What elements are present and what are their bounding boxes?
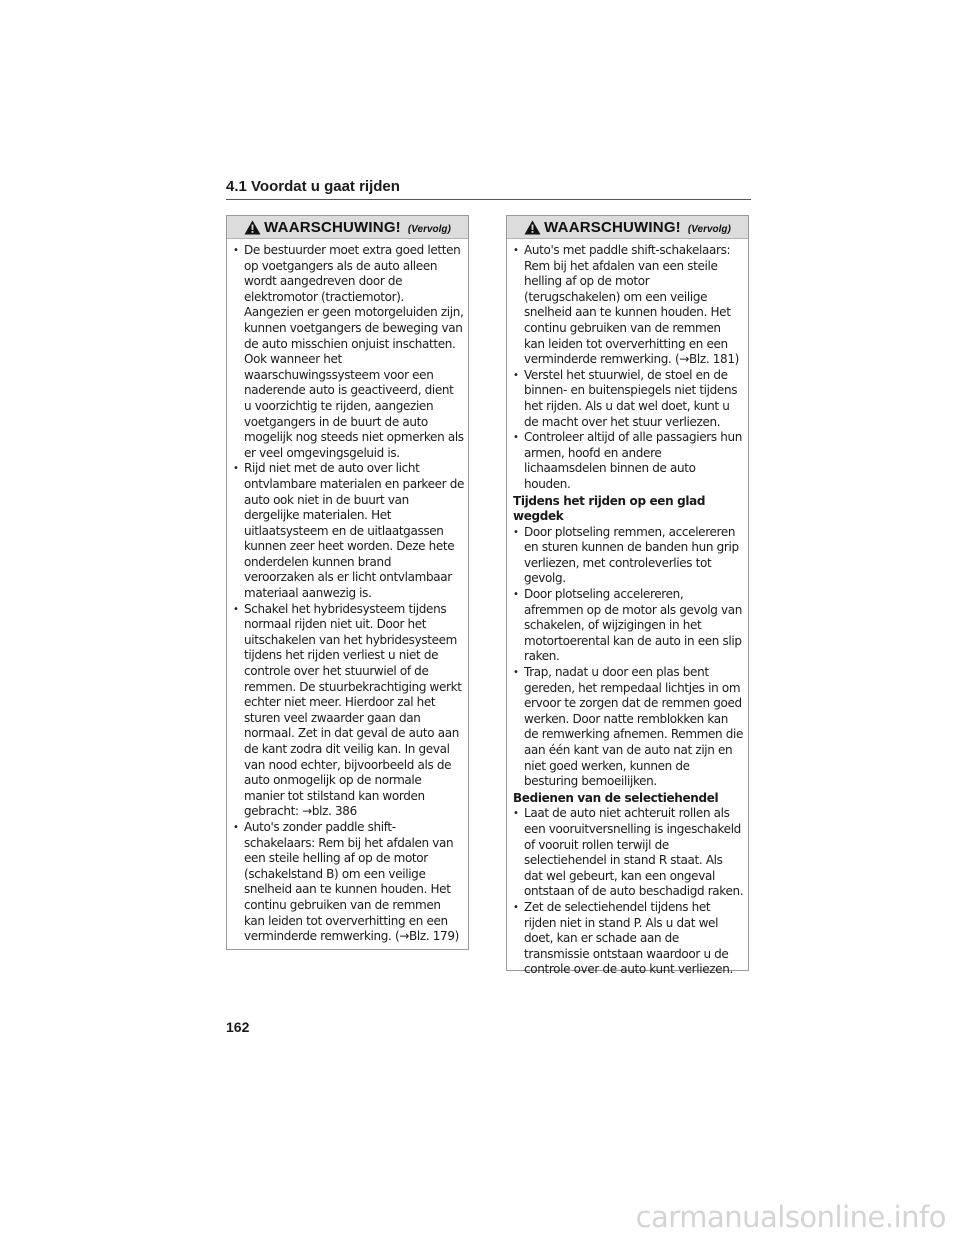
list-item: • De bestuurder moet extra goed letten op voetgangers als de auto alleen wordt aangedreven door de elektromotor (tractiemotor). Aangezien er geen motorgeluiden zijn, kunnen voetgangers de beweging van de auto misschien onjuist inschatten. Ook wanneer het waarschuwingssysteem voor een naderende auto is geactiveerd, dient u voorzichtig te rijden, aangezien voetgangers in de buurt de auto mogelijk nog steeds niet opmerken als er veel omgevingsgeluid is. xyxy=(233,243,464,461)
warning-header-bar xyxy=(507,216,748,239)
warning-box-left xyxy=(226,215,469,950)
list-item: • Door plotseling remmen, accelereren en sturen kunnen de banden hun grip verliezen, met controleverlies tot gevolg. xyxy=(513,525,744,587)
list-item: • Schakel het hybridesysteem tijdens normaal rijden niet uit. Door het uitschakelen van het hybridesysteem tijdens het rijden verliest u niet de controle over het stuurwiel of de remmen. De stuurbekrachtiging werkt echter niet meer. Hierdoor zal het sturen veel zwaarder gaan dan normaal. Zet in dat geval de auto aan de kant zodra dit veilig kan. In geval van nood echter, bijvoorbeeld als de auto onmogelijk op de normale manier tot stilstand kan worden gebracht: →blz. 386 xyxy=(233,602,464,820)
bullet-list xyxy=(513,525,744,790)
watermark: carmanualsonline.info xyxy=(635,1200,946,1234)
subheading-selector-lever: Bedienen van de selectiehendel xyxy=(513,790,719,805)
bullet-list xyxy=(513,806,744,978)
list-item: • Trap, nadat u door een plas bent gereden, het rempedaal lichtjes in om ervoor te zorgen dat de remmen goed werken. Door natte remblokken kan de remwerking afnemen. Remmen die aan één kant van de auto nat zijn en niet goed werken, kunnen de besturing bemoeilijken. xyxy=(513,665,744,790)
bullet-list xyxy=(513,243,744,493)
list-item: • Auto's zonder paddle shift-schakelaars: Rem bij het afdalen van een steile helling af op de motor (schakelstand B) om een veilige snelheid aan te kunnen houden. Het continu gebruiken van de remmen kan leiden tot oververhitting en een verminderde remwerking. (→Blz. 179) xyxy=(233,820,464,945)
list-item: • Door plotseling accelereren, afremmen op de motor als gevolg van schakelen, of wijzigingen in het motortoerental kan de auto in een slip raken. xyxy=(513,587,744,665)
page-number: 162 xyxy=(226,1019,250,1035)
warning-title: WAARSCHUWING! xyxy=(264,218,401,236)
header-divider xyxy=(226,199,751,200)
warning-triangle-icon xyxy=(524,220,541,235)
section-title: 4.1 Voordat u gaat rijden xyxy=(226,178,400,195)
bullet-list xyxy=(233,243,464,945)
list-item: • Controleer altijd of alle passagiers hun armen, hoofd en andere lichaamsdelen binnen de auto houden. xyxy=(513,430,744,492)
warning-content xyxy=(507,239,748,978)
warning-header-bar xyxy=(227,216,468,239)
warning-title: WAARSCHUWING! xyxy=(544,218,681,236)
subheading-slippery-road: Tijdens het rijden op een glad wegdek xyxy=(513,493,706,524)
list-item: • Rijd niet met de auto over licht ontvlambare materialen en parkeer de auto ook niet in de buurt van dergelijke materialen. Het uitlaatsysteem en de uitlaatgassen kunnen zeer heet worden. Deze hete onderdelen kunnen brand veroorzaken als er licht ontvlambaar materiaal aanwezig is. xyxy=(233,461,464,601)
warning-subtitle: (Vervolg) xyxy=(407,223,451,235)
list-item: • Auto's met paddle shift-schakelaars: Rem bij het afdalen van een steile helling af op de motor (terugschakelen) om een veilige snelheid aan te kunnen houden. Het continu gebruiken van de remmen kan leiden tot oververhitting en een verminderde remwerking. (→Blz. 181) xyxy=(513,243,744,368)
list-item: • Verstel het stuurwiel, de stoel en de binnen- en buitenspiegels niet tijdens het rijden. Als u dat wel doet, kunt u de macht over het stuur verliezen. xyxy=(513,368,744,430)
list-item: • Laat de auto niet achteruit rollen als een vooruitversnelling is ingeschakeld of vooruit rollen terwijl de selectiehendel in stand R staat. Als dat wel gebeurt, kan een ongeval ontstaan of de auto beschadigd raken. xyxy=(513,806,744,900)
warning-box-right xyxy=(506,215,749,977)
warning-content xyxy=(227,239,468,945)
warning-subtitle: (Vervolg) xyxy=(687,223,731,235)
list-item: • Zet de selectiehendel tijdens het rijden niet in stand P. Als u dat wel doet, kan er schade aan de transmissie ontstaan waardoor u de controle over de auto kunt verliezen. xyxy=(513,900,744,978)
warning-triangle-icon xyxy=(244,220,261,235)
